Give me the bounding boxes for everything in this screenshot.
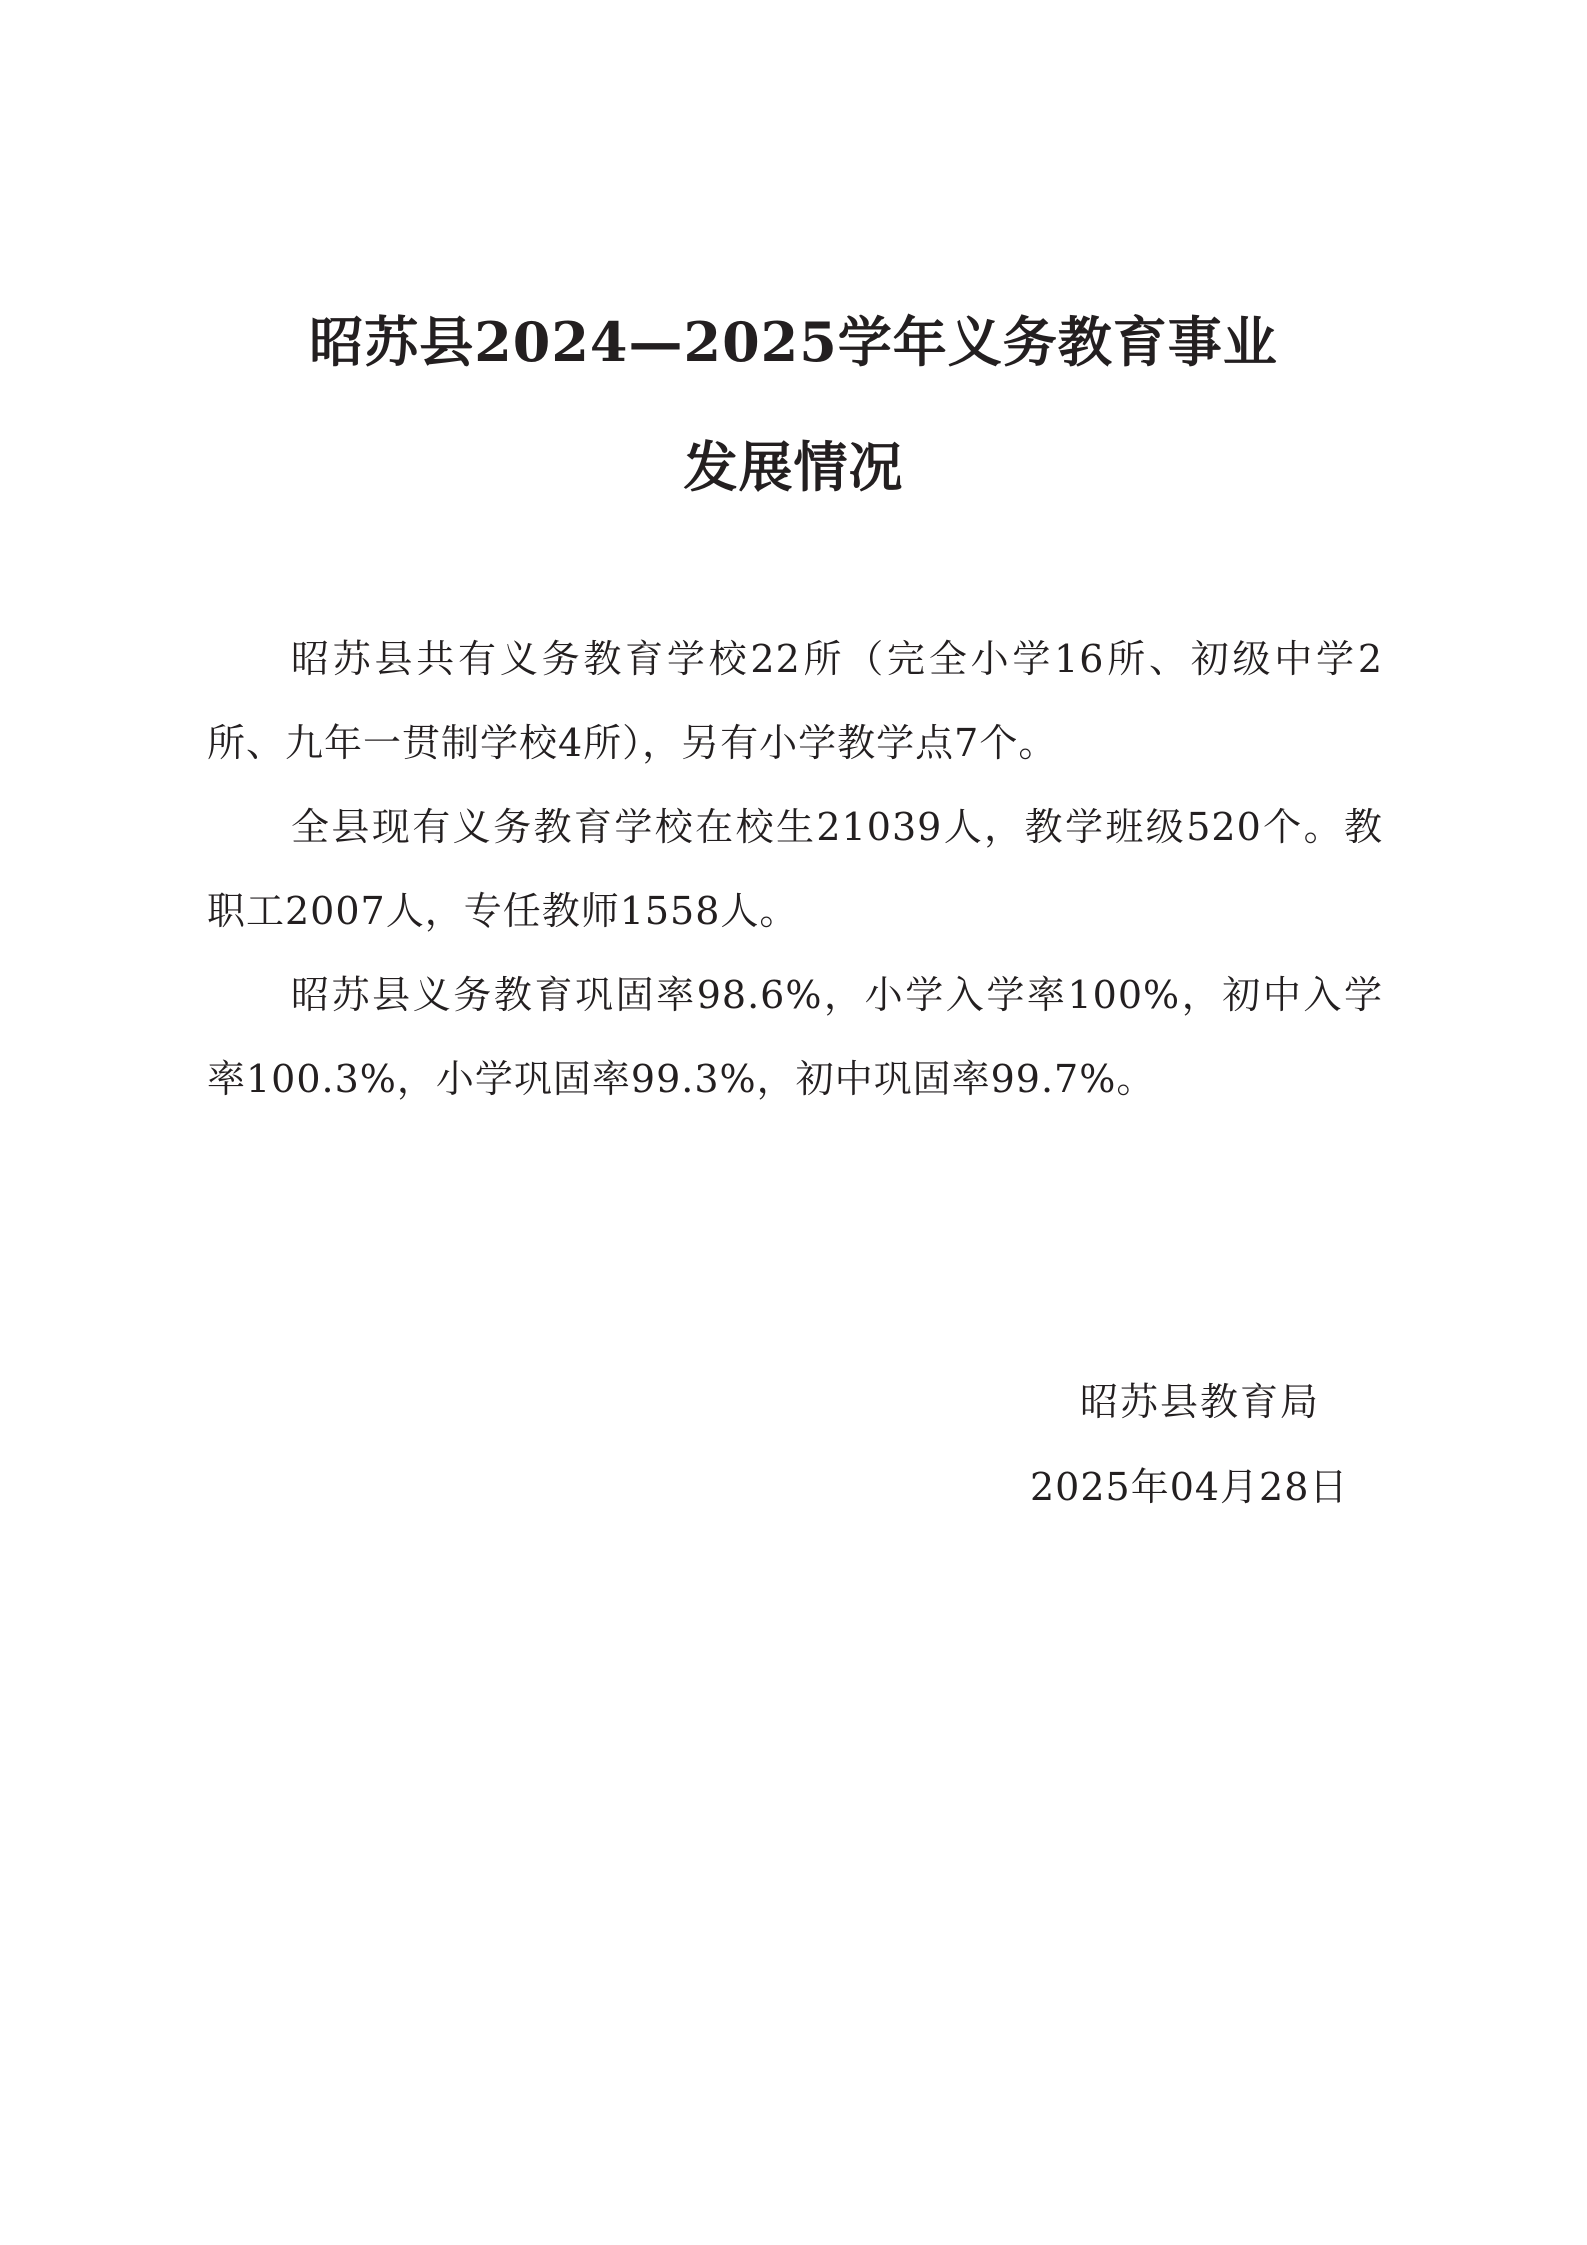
signature-organization: 昭苏县教育局 bbox=[1080, 1380, 1321, 1424]
document-title-line-1: 昭苏县2024—2025学年义务教育事业 bbox=[309, 310, 1278, 374]
document-title-line-2: 发展情况 bbox=[683, 435, 904, 499]
paragraph-students-staff: 全县现有义务教育学校在校生21039人，教学班级520个。教职工2007人，专任教师1558人。 bbox=[207, 805, 1383, 933]
signature-date: 2025年04月28日 bbox=[1030, 1465, 1349, 1509]
paragraph-schools: 昭苏县共有义务教育学校22所（完全小学16所、初级中学2所、九年一贯制学校4所），另有小学教学点7个。 bbox=[207, 637, 1383, 765]
paragraph-rates: 昭苏县义务教育巩固率98.6%，小学入学率100%，初中入学率100.3%，小学巩固率99.3%，初中巩固率99.7%。 bbox=[207, 973, 1383, 1101]
